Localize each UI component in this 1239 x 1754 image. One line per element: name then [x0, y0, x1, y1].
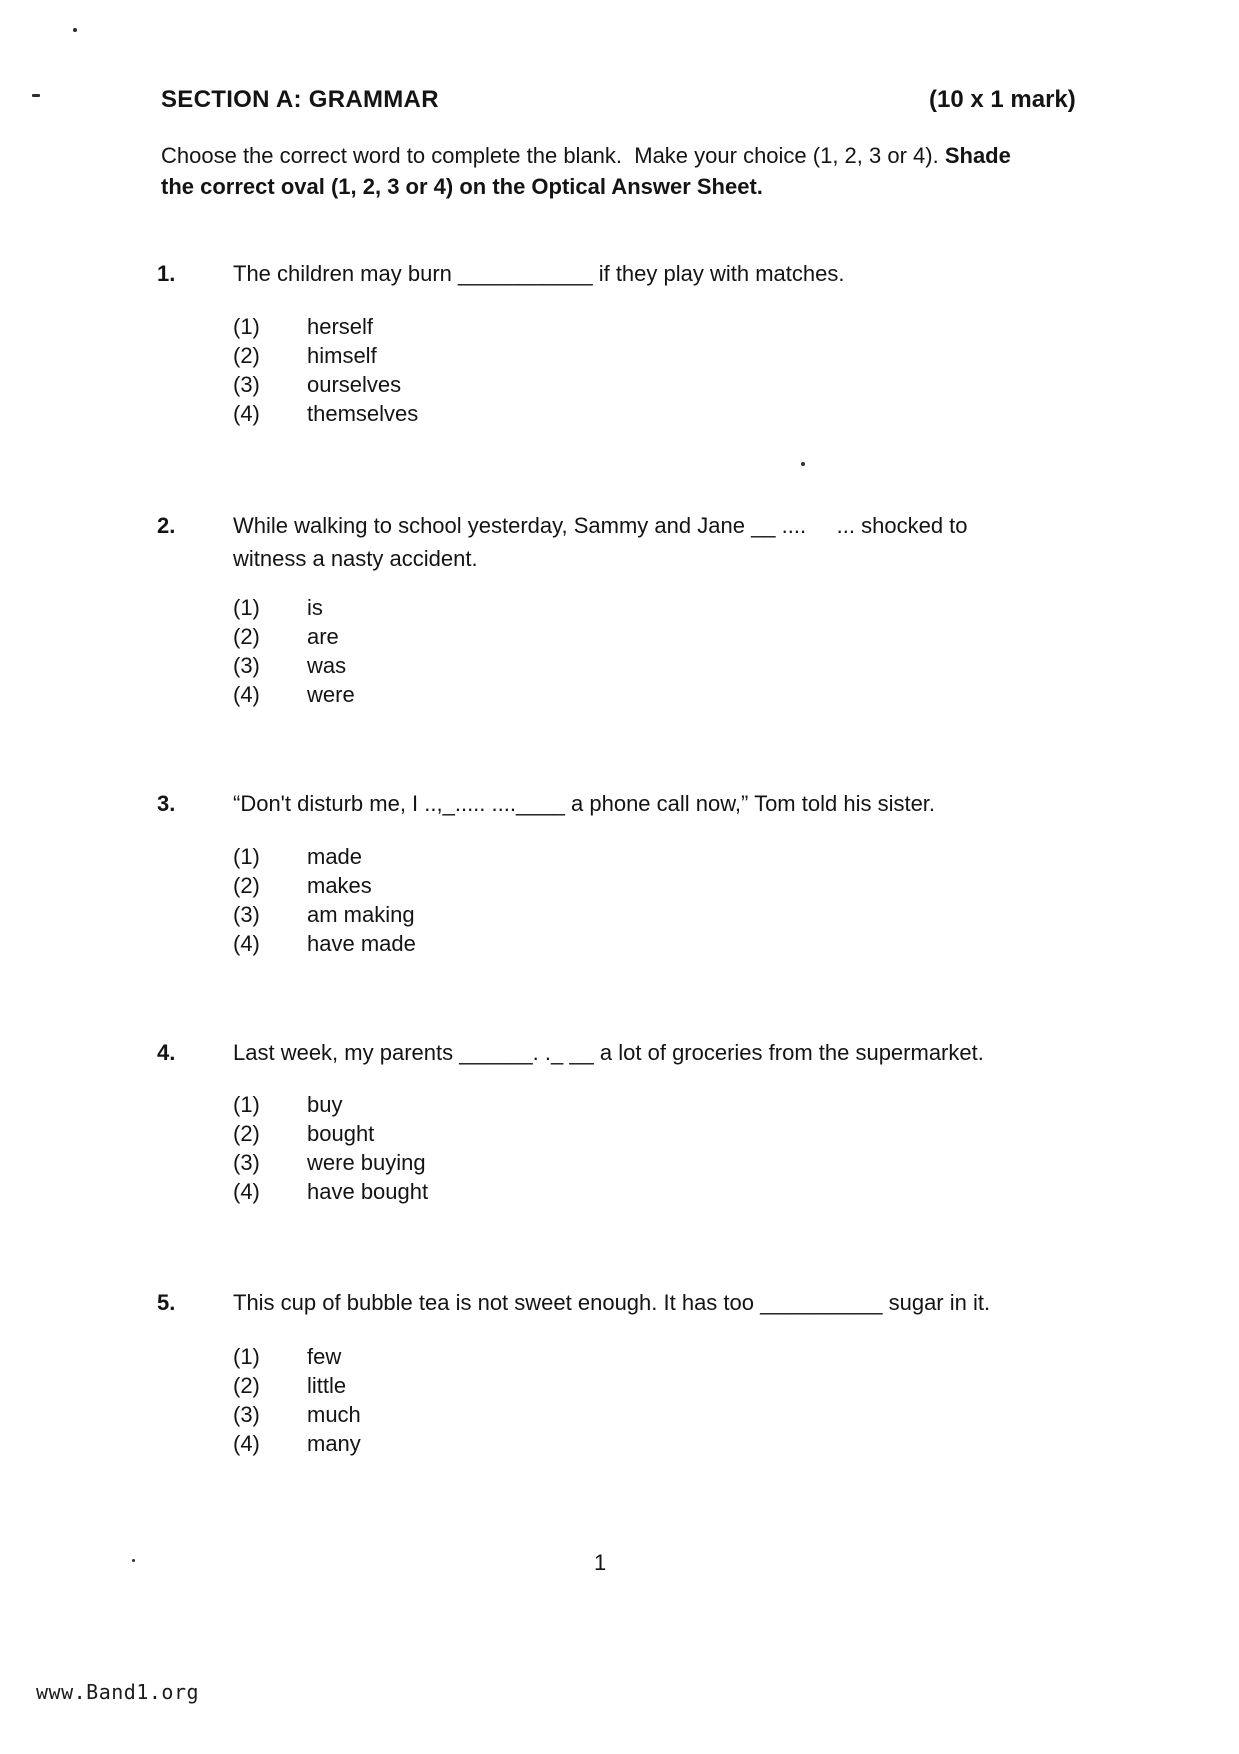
answer-blank: ..,_..... ....____ [424, 791, 565, 816]
option-number: (3) [233, 902, 260, 927]
option-row [233, 370, 418, 399]
option-row [233, 1400, 361, 1429]
option-label: is [307, 595, 323, 620]
instructions-line-1-regular: Choose the correct word to complete the blank. Make your choice (1, 2, 3 or 4). [161, 143, 945, 168]
question-number: 5. [157, 1290, 176, 1315]
option-label: have made [307, 931, 416, 956]
instructions [161, 140, 1161, 202]
option-row [233, 1119, 428, 1148]
option-row [233, 842, 416, 871]
question-text-segment: Last week, my parents [233, 1040, 460, 1065]
option-number: (2) [233, 343, 260, 368]
option-label: have bought [307, 1179, 429, 1204]
question-options [233, 842, 416, 958]
question-text-segment: sugar in it. [882, 1290, 991, 1315]
question-line [233, 787, 935, 820]
option-number: (1) [233, 844, 260, 869]
option-label: much [307, 1402, 361, 1427]
option-label: ourselves [307, 372, 402, 397]
question-text [233, 509, 968, 575]
option-number: (4) [233, 401, 260, 426]
option-number: (4) [233, 1431, 260, 1456]
option-number: (1) [233, 1092, 260, 1117]
option-label: am making [307, 902, 415, 927]
page-number: 1 [594, 1550, 607, 1575]
option-row [233, 900, 416, 929]
question-text-segment: This cup of bubble tea is not sweet enough. It has too [233, 1290, 761, 1315]
question-number: 4. [157, 1040, 176, 1065]
question-text-segment: “Don't disturb me, I [233, 791, 425, 816]
scan-artifact-dash [32, 94, 40, 97]
question-options [233, 312, 418, 428]
option-label: were buying [307, 1150, 426, 1175]
option-row [233, 399, 418, 428]
instructions-line-2: the correct oval (1, 2, 3 or 4) on the Optical Answer Sheet. [161, 174, 763, 199]
option-number: (2) [233, 624, 260, 649]
option-row [233, 593, 355, 622]
option-row [233, 651, 355, 680]
option-row [233, 1090, 428, 1119]
option-number: (2) [233, 873, 260, 898]
question-options [233, 1342, 361, 1458]
option-number: (3) [233, 372, 260, 397]
option-row [233, 1371, 361, 1400]
option-label: himself [307, 343, 377, 368]
option-number: (4) [233, 682, 260, 707]
option-row [233, 1429, 361, 1458]
question-number: 2. [157, 513, 176, 538]
option-label: makes [307, 873, 372, 898]
instructions-line-1 [161, 143, 1011, 168]
option-number: (3) [233, 1150, 260, 1175]
option-label: themselves [307, 401, 419, 426]
question-text [233, 1036, 984, 1069]
option-number: (3) [233, 1402, 260, 1427]
question-text-segment: a lot of groceries from the supermarket. [593, 1040, 984, 1065]
option-label: few [307, 1344, 342, 1369]
option-label: made [307, 844, 363, 869]
footer-url: www.Band1.org [36, 1680, 200, 1704]
question-line [233, 542, 968, 575]
question-text [233, 1286, 990, 1319]
question-options [233, 593, 355, 709]
question-text-segment: witness a nasty accident. [233, 546, 478, 571]
option-number: (4) [233, 1179, 260, 1204]
section-title: SECTION A: GRAMMAR [161, 86, 439, 113]
option-number: (2) [233, 1121, 260, 1146]
question-text-segment: While walking to school yesterday, Sammy and Jane [233, 513, 752, 538]
question-line [233, 1286, 990, 1319]
option-number: (1) [233, 595, 260, 620]
question-text [233, 787, 935, 820]
option-label: are [307, 624, 339, 649]
option-label: little [307, 1373, 347, 1398]
question-text-segment: The children may burn [233, 261, 458, 286]
question-number: 1. [157, 261, 176, 286]
option-row [233, 622, 355, 651]
option-row [233, 1342, 361, 1371]
option-row [233, 929, 416, 958]
marks-label: (10 x 1 mark) [929, 86, 1076, 113]
question-text [233, 257, 844, 290]
option-label: herself [307, 314, 374, 339]
option-number: (1) [233, 314, 260, 339]
option-number: (1) [233, 1344, 260, 1369]
question-number: 3. [157, 791, 176, 816]
option-row [233, 312, 418, 341]
answer-blank: ___________ [458, 261, 593, 286]
answer-blank: __ .... ... [751, 513, 855, 538]
option-row [233, 871, 416, 900]
option-label: were [307, 682, 355, 707]
question-text-segment: shocked to [855, 513, 968, 538]
question-text-segment: a phone call now,” Tom told his sister. [564, 791, 936, 816]
instructions-line-1-bold: Shade [944, 143, 1011, 168]
option-number: (3) [233, 653, 260, 678]
option-label: was [307, 653, 347, 678]
option-label: many [307, 1431, 361, 1456]
scan-artifact-dot [801, 462, 805, 466]
question-options [233, 1090, 428, 1206]
option-label: bought [307, 1121, 375, 1146]
option-label: buy [307, 1092, 343, 1117]
scan-artifact-dot [132, 1559, 135, 1562]
option-row [233, 341, 418, 370]
question-line [233, 1036, 984, 1069]
option-row [233, 1177, 428, 1206]
question-line [233, 509, 968, 542]
option-number: (2) [233, 1373, 260, 1398]
answer-blank: __________ [760, 1290, 883, 1315]
option-number: (4) [233, 931, 260, 956]
question-text-segment: if they play with matches. [592, 261, 845, 286]
question-line [233, 257, 844, 290]
option-row [233, 680, 355, 709]
answer-blank: ______. ._ __ [459, 1040, 594, 1065]
scan-artifact-dot [73, 28, 77, 32]
option-row [233, 1148, 428, 1177]
